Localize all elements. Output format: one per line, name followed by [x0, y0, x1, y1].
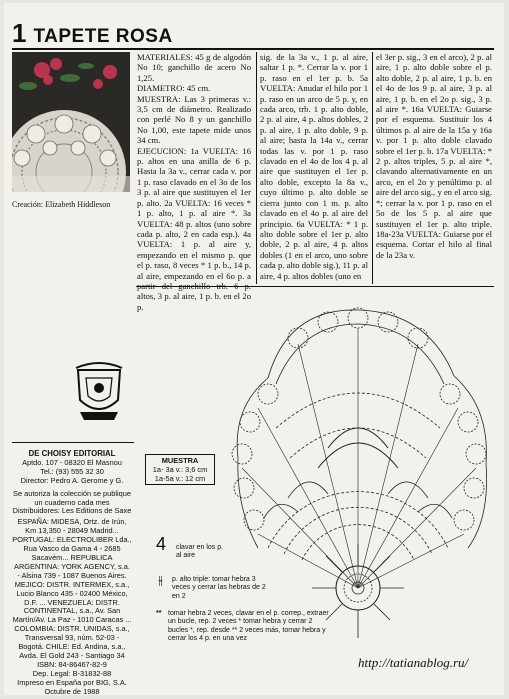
treble-text: clavar en los p. al aire: [176, 544, 224, 560]
publisher-phone: Tel.: (93) 555 32 30: [40, 466, 104, 476]
sample-title: MUESTRA: [161, 456, 199, 465]
text-column-1: [137, 52, 251, 312]
crochet-chart-diagram: [228, 298, 496, 658]
center-motif: [312, 544, 404, 638]
left-panel-rule: [12, 442, 134, 443]
publisher-printed: Impreso en España por BIG, S.A.: [17, 677, 127, 687]
execution-text: EJECUCION: 1a VUELTA: 16 p. altos en una anilla de 6 p. Hasta la 3a v., cerrar cada v. por 1 p. raso clavado en el 3o de los 3 p. al aire que sustituyen el 1er p. alto. 2a VUELTA: 16 veces * 1 p. alto, 1 p. al aire *. 3a VUELTA: 48 p. altos (uno sobre cada p. alto, 2 en cada esp.). 4a VUELTA: 1 p. al aire y, empezando en el mismo p. que el p. raso, 8 veces * 1 p. b., 14 p. al aire, empezando en el 6o p. a partir del ganchillo trb. 6 p. altos, 3 p. al aire, 1 p. b. en el 2o p.: [137, 145, 251, 312]
text-column-2: [260, 52, 368, 281]
publisher-address: Aptdo. 107 - 08320 El Masnou: [22, 457, 122, 467]
publisher-name: DE CHOISY EDITORIAL: [28, 449, 116, 458]
note-symbol: **: [156, 610, 162, 617]
outer-scallops: [237, 310, 486, 548]
designer-credit: Creación: Elizabeth Hiddleson: [12, 200, 111, 209]
sample-line-2: 1a-5a v.: 12 cm: [154, 474, 206, 483]
publisher-distribution: ESPAÑA: MIDESA, Ortz. de Irún, Km 13,350 - 28049 Madrid... PORTUGAL: ELECTROLIBER Lda., Rua Vasco da Gama 4 - 2685 Sacavém... REPUBLICA ARGENTINA: YORK AGENCY, s.a. - Alsina 739 - 1087 Buenos Aires. MEJICO: DISTR. INTERMEX, s.a., Lucio Blanco 435 - 02400 México, D.F. ... VENEZUELA: DISTR. CONTINENTAL, s.a., Av. San Martín/Av. La Paz - 1010 Caracas ... COLOMBIA: DISTR. UNIDAS, s.a., Transversal 93, núm. 52-03 - Bogotá. CHILE: Ed. Andina, s.a., Avda. El Gold 243 - Santiago 34: [12, 517, 132, 660]
instructions-text-2: sig. de la 3a v., 1 p. al aire, saltar 1 p. *. Cerrar la v. por 1 p. raso en el 1er p. b. 5a VUELTA: Anudar el hilo por 1 p. raso en un arco de 5 p. y, en cada arco, trb. 1 p. alto doble, 2 p. al aire, 4 p. altos dobles, 2 p. al aire, 1 p. alto doble, 9 p. al aire; hasta la 14a v., cerrar todas las v. por 1 p. raso clavado en el 4o de los 4 p. al aire que sustituyen el 1er p. alto doble, excepto la 8a v., cuyo último p. alto doble se cierra junto con 1 m. p. alto clavado en el 4o p. al aire del principio. 6a VUELTA: * 1 p. alto doble sobre el 1er p. alto doble, 2 p. al aire, 4 p. altos dobles (1 en el arco, uno sobre cada p. alto doble sig.), 11 p. al aire, 4 p. altos dobles (uno en: [260, 52, 368, 281]
gauge-text: MUESTRA: Las 3 primeras v.: 3,5 cm de diámetro. Realizado con perlé No 8 y un ganchillo No 1,00, este tapete mide unos 34 cm.: [137, 93, 251, 146]
publisher-rights: Distribuidores: Les Editions de Saxe: [12, 506, 132, 516]
sample-line-1: 1a- 3a v.: 3,6 cm: [152, 465, 208, 474]
publisher-director: Director: Pedro A. Gerome y G.: [20, 475, 124, 485]
publisher-info: [12, 450, 132, 696]
pattern-header: [12, 18, 173, 48]
pattern-title: TAPETE ROSA: [33, 26, 173, 47]
materials-text: MATERIALES: 45 g de algodón No 10; ganchillo de acero No 1,25.: [137, 52, 251, 83]
doily-photo: [12, 52, 130, 192]
publisher-isbn: ISBN: 84-86467-82-9: [37, 659, 107, 669]
legend-treble: [156, 534, 226, 561]
publisher-notice: Se autoriza la colección se publique un cuaderno cada mes: [13, 488, 131, 507]
publisher-date: Octubre de 1988: [44, 686, 100, 696]
text-column-3: [376, 52, 492, 260]
publisher-logo: [72, 360, 126, 426]
triple-text: p. alto triple: tomar hebra 3 veces y cerrar las hebras de 2 en 2: [172, 576, 266, 600]
treble-symbol: 4: [156, 534, 167, 554]
header-rule: [12, 48, 494, 50]
pattern-number: 1: [12, 18, 27, 48]
triple-symbol: ⫳: [158, 573, 163, 587]
watermark-url[interactable]: http://tatianablog.ru/: [358, 655, 469, 670]
sample-box: [145, 454, 215, 485]
publisher-legal: Dep. Legal: B-31832-88: [32, 668, 112, 678]
instructions-text-3: el 3er p. sig., 3 en el arco), 2 p. al aire, 1 p. alto doble sobre el p. alto doble, 2 p. al aire, 1 p. b. en el 4o de los 9 p. al aire, 3 p. al aire, 1 p. b. en el 2o p. sig., 3 p. al aire *. 16a VUELTA: Guiarse por el esquema. Sustituir los 4 últimos p. al aire de la 15a y 16a v. por 1 p. alto doble clavado sobre el 1er p. b. 17a VUELTA: * 2 p. altos triples, 5 p. al aire *, clavando alternativamente en un arco, en el 2o y penúltimo p. al aire del arco sig., y en el arco sig. *; cerrar la v. por 1 p. raso en el 5o de los 5 p. al aire que sustituyen el 1er p. alto triple. 18a-23a VUELTA: Guiarse por el esquema. Cortar el hilo al final de la 23a v.: [376, 52, 492, 260]
diameter-text: DIAMETRO: 45 cm.: [137, 83, 211, 94]
column-divider-1: [256, 52, 257, 284]
column-divider-2: [372, 52, 373, 284]
note-text: tomar hebra 2 veces, clavar en el p. correp., extraer un bucle, rep. 2 veces * tomar hebra y cerrar 2 bucles *, rep. desde ** 2 veces más, tomar hebra y cerrar los 4 p. en una vez: [168, 610, 329, 643]
radial-spokes: [242, 328, 476, 588]
